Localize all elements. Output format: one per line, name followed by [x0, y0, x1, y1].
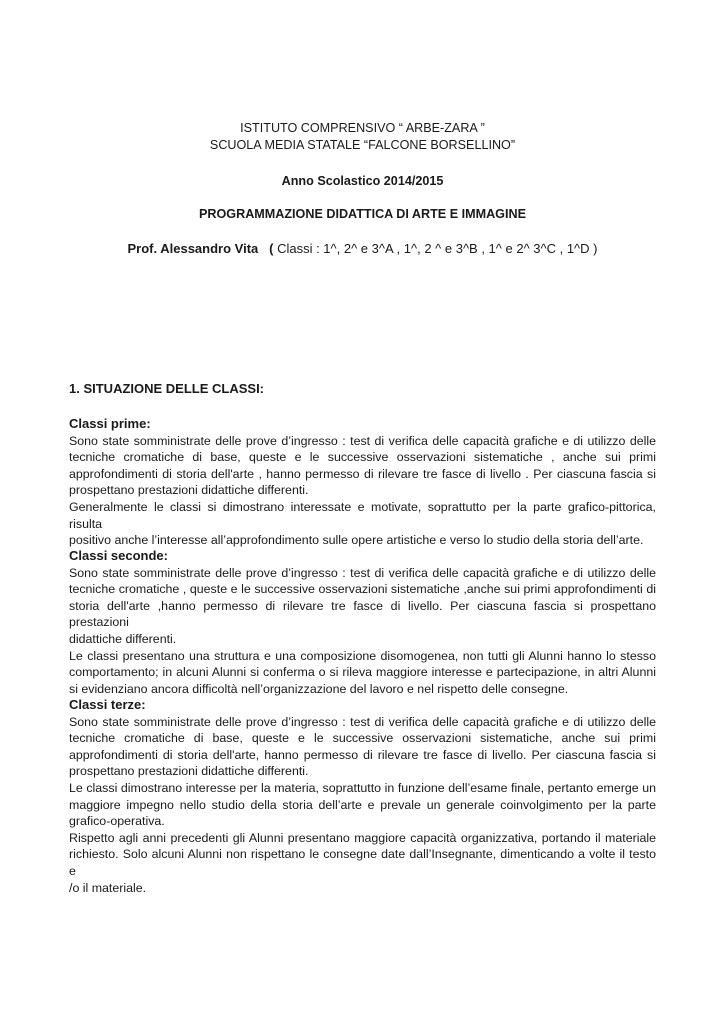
text-line: tecniche cromatiche di base, queste e le successive osservazioni sistematiche, anche sui primi: [69, 731, 656, 746]
open-paren: (: [269, 241, 274, 256]
teacher-line: [0, 240, 725, 257]
text-line: approfondimenti di storia dell'arte , hanno permesso di rilevare tre fasce di livello . Per ciascuna fascia si: [69, 466, 656, 481]
text-line: si evidenziano ancora difficoltà nell’organizzazione del lavoro e nel rispetto delle consegne.: [69, 681, 569, 696]
text-line: Sono state somministrate delle prove d’ingresso : test di verifica delle capacità grafiche e di utilizzo delle: [69, 714, 656, 729]
heading-classi-terze: Classi terze:: [69, 697, 146, 712]
section-classi-terze: [69, 697, 656, 896]
text-line: positivo anche l’interesse all’approfondimento sulle opere artistiche e verso lo studio della storia dell’arte.: [69, 533, 644, 548]
teacher-name: Prof. Alessandro Vita: [127, 241, 259, 256]
text-line: approfondimenti di storia dell'arte, hanno permesso di rilevare tre fasce di livello. Per ciascuna fascia si: [69, 747, 656, 762]
school-year: Anno Scolastico 2014/2015: [281, 174, 444, 188]
text-line: Generalmente le classi si dimostrano interessate e motivate, soprattutto per la parte grafico-pittorica, risulta: [69, 499, 656, 531]
text-line: comportamento; in alcuni Alunni si conferma o si rileva maggiore interesse e partecipazione, in altri Alunni: [69, 665, 656, 680]
section-classi-prime: [69, 416, 656, 549]
document-title: PROGRAMMAZIONE DIDATTICA DI ARTE E IMMAGINE: [199, 207, 526, 221]
text-line: richiesto. Solo alcuni Alunni non rispettano le consegne date dall’Insegnante, dimenticando a volte il testo e: [69, 847, 656, 878]
text-line: Sono state somministrate delle prove d’ingresso : test di verifica delle capacità grafiche e di utilizzo delle: [69, 433, 656, 448]
heading-classi-seconde: Classi seconde:: [69, 548, 168, 563]
text-line: Rispetto agli anni precedenti gli Alunni presentano maggiore capacità organizzativa, portando il materiale: [69, 830, 656, 845]
text-line: Le classi presentano una struttura e una composizione disomogenea, non tutti gli Alunni hanno lo stesso: [69, 648, 656, 663]
text-line: prospettano prestazioni didattiche differenti.: [69, 764, 309, 779]
section-heading: 1. SITUAZIONE DELLE CLASSI:: [69, 381, 265, 396]
text-line: grafico-operativa.: [69, 814, 165, 829]
section-classi-seconde: [69, 548, 656, 697]
text-line: prospettano prestazioni didattiche differenti.: [69, 483, 309, 498]
class-list: Classi : 1^, 2^ e 3^A , 1^, 2 ^ e 3^B , 1^ e 2^ 3^C , 1^D ): [277, 241, 598, 256]
school-subtitle: SCUOLA MEDIA STATALE “FALCONE BORSELLINO”: [209, 138, 516, 152]
text-line: maggiore impegno nello studio della storia dell’arte e prevale un generale coinvolgimento per la parte: [69, 797, 656, 812]
text-line: Le classi dimostrano interesse per la materia, soprattutto in funzione dell’esame finale, pertanto emerge un: [69, 780, 656, 795]
text-line: tecniche cromatiche , queste e le successive osservazioni sistematiche ,anche sui primi approfondimenti di: [69, 582, 656, 597]
text-line: storia dell'arte ,hanno permesso di rilevare tre fasce di livello. Per ciascuna fascia si prospettano prestazioni: [69, 598, 656, 630]
text-line: /o il materiale.: [69, 880, 147, 895]
text-line: tecniche cromatiche di base, queste e le successive osservazioni sistematiche , anche sui primi: [69, 450, 656, 465]
text-line: Sono state somministrate delle prove d’ingresso : test di verifica delle capacità grafiche e di utilizzo delle: [69, 565, 656, 580]
heading-classi-prime: Classi prime:: [69, 416, 151, 431]
text-line: didattiche differenti.: [69, 631, 177, 646]
school-name: ISTITUTO COMPRENSIVO “ ARBE-ZARA ”: [240, 121, 485, 135]
